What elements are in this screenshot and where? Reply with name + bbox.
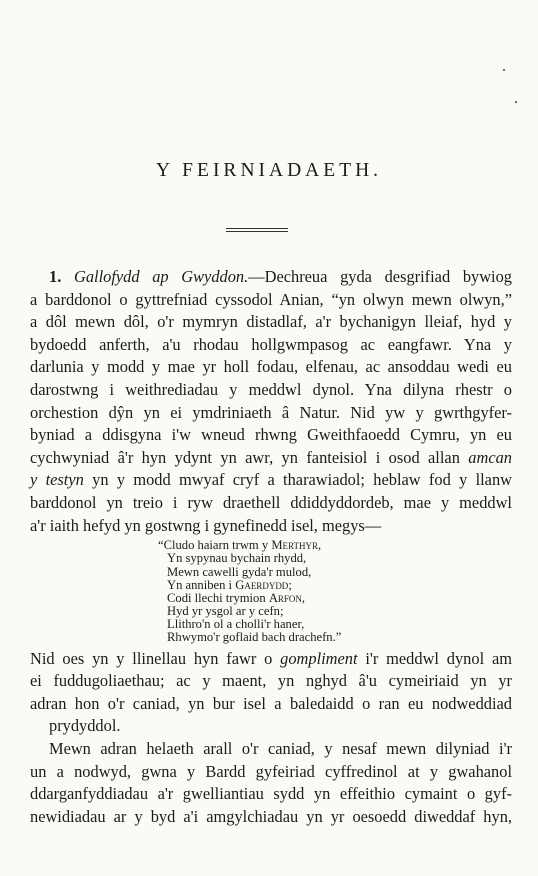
para2-line: ei fuddugoliaethau; ac y maent, yn nghyd â'u cymeiriaid yn yr — [30, 671, 512, 691]
verse-text: Codi llechi trymion — [167, 590, 266, 605]
para1-line: darostwng i weithrediadau y meddwl dynol. Yna dilyna rhestr o — [30, 379, 512, 399]
para1-line — [30, 266, 512, 289]
para2-text: Nid oes yn y llinellau hyn fawr o — [30, 648, 273, 668]
para1-line: a dôl mewn dôl, o'r mymryn distadlaf, a'r bychanigyn lleiaf, hyd y — [30, 312, 512, 332]
verse-line: Yn sypynau bychain rhydd, — [167, 551, 307, 566]
para1-line10-rest: yn y modd mwyaf cryf a tharawiadol; heblaw fod y llanw — [92, 470, 512, 490]
para1-line — [30, 469, 512, 492]
para2-italic: gompliment — [280, 648, 358, 668]
heading-rule — [226, 228, 288, 232]
para1-line1-rest: —Dechreua gyda desgrifiad bywiog — [248, 267, 512, 286]
para1-line: darlunia y modd y mae yr holl fodau, elfenau, ac ansoddau wedi eu — [30, 357, 512, 377]
place-name: Merthyr, — [271, 538, 322, 553]
para2-line: adran hon o'r caniad, yn bur isel a baledaidd o ran eu nodweddiad — [30, 693, 512, 713]
entry-title: Gallofydd ap Gwyddon. — [73, 267, 249, 286]
para3-line: un a nodwyd, gwna y Bardd gyfeiriad cyffredinol at y gwahanol — [30, 761, 512, 781]
para3-line: ddarganfyddiadau a'r gwelliantiau sydd yn effeithio cymaint o gyf- — [30, 784, 512, 804]
para3-line: newidiadau ar y byd a'i amgylchiadau yn yr oesoedd diweddaf hyn, — [30, 806, 512, 826]
para1-line9-start: cychwyniad â'r hyn ydynt yn awr, yn fanteisiol i osod allan — [30, 447, 460, 467]
verse-line: Llithro'n ol a cholli'r haner, — [167, 617, 305, 632]
verse-line: Rhwymo'r goflaid bach drachefn.” — [167, 630, 342, 645]
place-name: Arfon, — [268, 590, 306, 605]
verse-text: ; — [288, 577, 292, 592]
para1-line: bydoedd anferth, a'u rhodau hollgwmpasog ac eangfawr. Yna y — [30, 334, 512, 354]
para2-line: prydyddol. — [49, 716, 121, 736]
page-heading: Y FEIRNIADAETH. — [155, 160, 383, 181]
para1-line: barddonol yn treio i ryw draethell ddiddyddordeb, mae y meddwl — [30, 492, 512, 512]
para1-line: a'r iaith hefyd yn gostwng i gynefinedd isel, megys— — [30, 515, 382, 535]
para2-text: i'r meddwl dynol am — [365, 648, 512, 668]
para1-line: orchestion dŷn yn ei ymdriniaeth â Natur. Nid yw y gwrthgyfer- — [30, 402, 512, 422]
place-name: Gaerdydd — [235, 577, 289, 592]
ink-speck — [515, 101, 517, 103]
verse-text: “Cludo haiarn trwm y — [158, 538, 269, 553]
verse-text: Yn anniben i — [167, 577, 233, 592]
verse-line: Hyd yr ysgol ar y cefn; — [167, 604, 284, 619]
ink-speck — [503, 69, 505, 71]
para1-line10-italic: y testyn — [30, 470, 84, 490]
para1-line: byniad a ddisgyna i'w wneud rhwng Gweithfaoedd Cymru, yn eu — [30, 425, 512, 445]
body-text — [30, 266, 512, 828]
para2-line — [30, 648, 512, 671]
para3-line: Mewn adran helaeth arall o'r caniad, y nesaf mewn dilyniad i'r — [49, 739, 512, 758]
para1-line9-italic: amcan — [468, 447, 512, 467]
quoted-verse — [30, 539, 512, 645]
verse-line: Mewn cawelli gyda'r mulod, — [167, 564, 312, 579]
para1-line — [30, 447, 512, 470]
para1-line: a barddonol o gyttrefniad cyssodol Anian, “yn olwyn mewn olwyn,” — [30, 289, 512, 309]
para-number: 1. — [49, 267, 62, 286]
